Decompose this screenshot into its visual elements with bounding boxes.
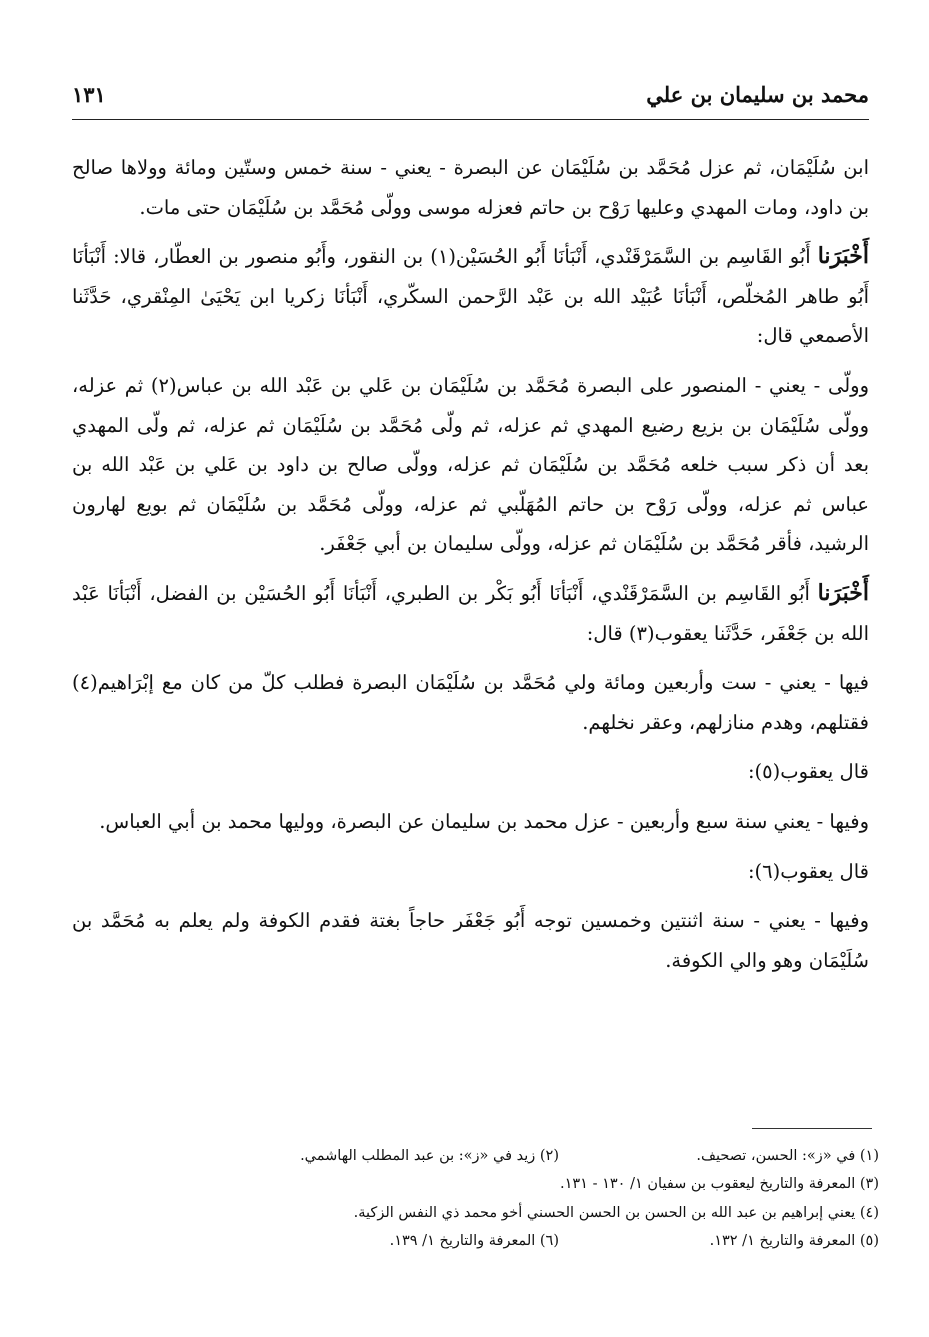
paragraph — [72, 366, 869, 564]
footnotes — [180, 1142, 879, 1256]
paragraph — [72, 752, 869, 792]
footnote: (٣) المعرفة والتاريخ ليعقوب بن سفيان ١/ ١٣٠ - ١٣١. — [560, 1176, 879, 1193]
footnote-row — [180, 1199, 879, 1227]
footnote-row — [180, 1227, 879, 1255]
paragraph-text: وولّى - يعني - المنصور على البصرة مُحَمَّد بن سُلَيْمَان بن عَلي بن عَبْد الله بن عباس(٢) ثم عزله، وولّى سُلَيْمَان بن بزيع رضيع المهدي ثم عزله، ثم ولّى مُحَمَّد بن سُلَيْمَان ثم عزله، ثم ولّى المهدي بعد أن ذكر سبب خلعه مُحَمَّد بن سُلَيْمَان ثم عزله، وولّى صالح بن داود بن عَلي بن عَبْد الله بن عباس ثم عزله، وولّى رَوْح بن حاتم المُهَلّبي ثم عزله، وولّى مُحَمَّد بن سُلَيْمَان ثم بويع لهارون الرشيد، فأقر مُحَمَّد بن سُلَيْمَان ثم عزله، وولّى سليمان بن أبي جَعْفَر. — [72, 373, 869, 556]
paragraph-lead: أَخْبَرَنا — [817, 579, 869, 606]
paragraph — [72, 663, 869, 742]
footnote-row — [180, 1170, 879, 1198]
paragraph-text: قال يعقوب(٦): — [747, 859, 869, 883]
page-number: ١٣١ — [72, 82, 106, 107]
footnote: (٦) المعرفة والتاريخ ١/ ١٣٩. — [389, 1233, 559, 1250]
footnote: (٥) المعرفة والتاريخ ١/ ١٣٢. — [709, 1233, 879, 1250]
header-rule — [72, 119, 869, 120]
paragraph — [72, 802, 869, 842]
footnote-rule — [752, 1128, 872, 1129]
paragraph-text: أَبُو القَاسِم بن السَّمَرْقَنْدي، أَنْبَأنَا أَبُو بَكْر بن الطبري، أَنْبَأنَا أَبُو الحُسَيْن بن الفضل، أَنْبَأنَا عَبْد الله بن جَعْفَر، حَدَّثَنا يعقوب(٣) قال: — [72, 581, 869, 645]
paragraph-text: وفيها - يعني - سنة اثنتين وخمسين توجه أَبُو جَعْفَر حاجاً بغتة فقدم الكوفة ولم يعلم به مُحَمَّد بن سُلَيْمَان وهو والي الكوفة. — [72, 909, 869, 972]
footnote: (٤) يعني إبراهيم بن عبد الله بن الحسن بن الحسن الحسني أخو محمد ذي النفس الزكية. — [353, 1204, 879, 1221]
paragraph-lead: أَخْبَرَنا — [817, 243, 870, 270]
paragraph — [72, 901, 869, 980]
main-text — [72, 148, 869, 990]
paragraph-text: ابن سُلَيْمَان، ثم عزل مُحَمَّد بن سُلَيْمَان عن البصرة - يعني - سنة خمس وستّين ومائة وولاها صالح بن داود، ومات المهدي وعليها رَوْح بن حاتم فعزله موسى وولّى مُحَمَّد بن سُلَيْمَان حتى مات. — [72, 156, 869, 219]
footnote-row — [180, 1142, 879, 1170]
paragraph — [72, 237, 869, 356]
paragraph-text: أَبُو القَاسِم بن السَّمَرْقَنْدي، أَنْبَأنَا أَبُو الحُسَيْن(١) بن النقور، وأَبُو منصور بن العطّار، قالا: أَنْبَأنَا أَبُو طاهر المُخلّص، أَنْبَأنَا عُبَيْد الله بن عَبْد الرَّحمن السكّري، أَنْبَأنَا زكريا ابن يَحْيَىٰ المِنْقري، حَدَّثَنا الأصمعي قال: — [72, 245, 869, 348]
paragraph-text: وفيها - يعني سنة سبع وأربعين - عزل محمد بن سليمان عن البصرة، ووليها محمد بن أبي العباس. — [99, 809, 869, 833]
footnote: (٢) زيد في «ز»: بن عبد المطلب الهاشمي. — [300, 1148, 559, 1164]
paragraph — [72, 574, 869, 653]
paragraph — [72, 148, 869, 227]
paragraph — [72, 852, 869, 892]
paragraph-text: قال يعقوب(٥): — [747, 760, 869, 784]
paragraph-text: فيها - يعني - ست وأربعين ومائة ولي مُحَمَّد بن سُلَيْمَان البصرة فطلب كلّ من كان مع إبْرَاهيم(٤) فقتلهم، وهدم منازلهم، وعقر نخلهم. — [72, 671, 869, 734]
running-header-title: محمد بن سليمان بن علي — [646, 82, 869, 107]
footnote: (١) في «ز»: الحسن، تصحيف. — [696, 1148, 879, 1164]
